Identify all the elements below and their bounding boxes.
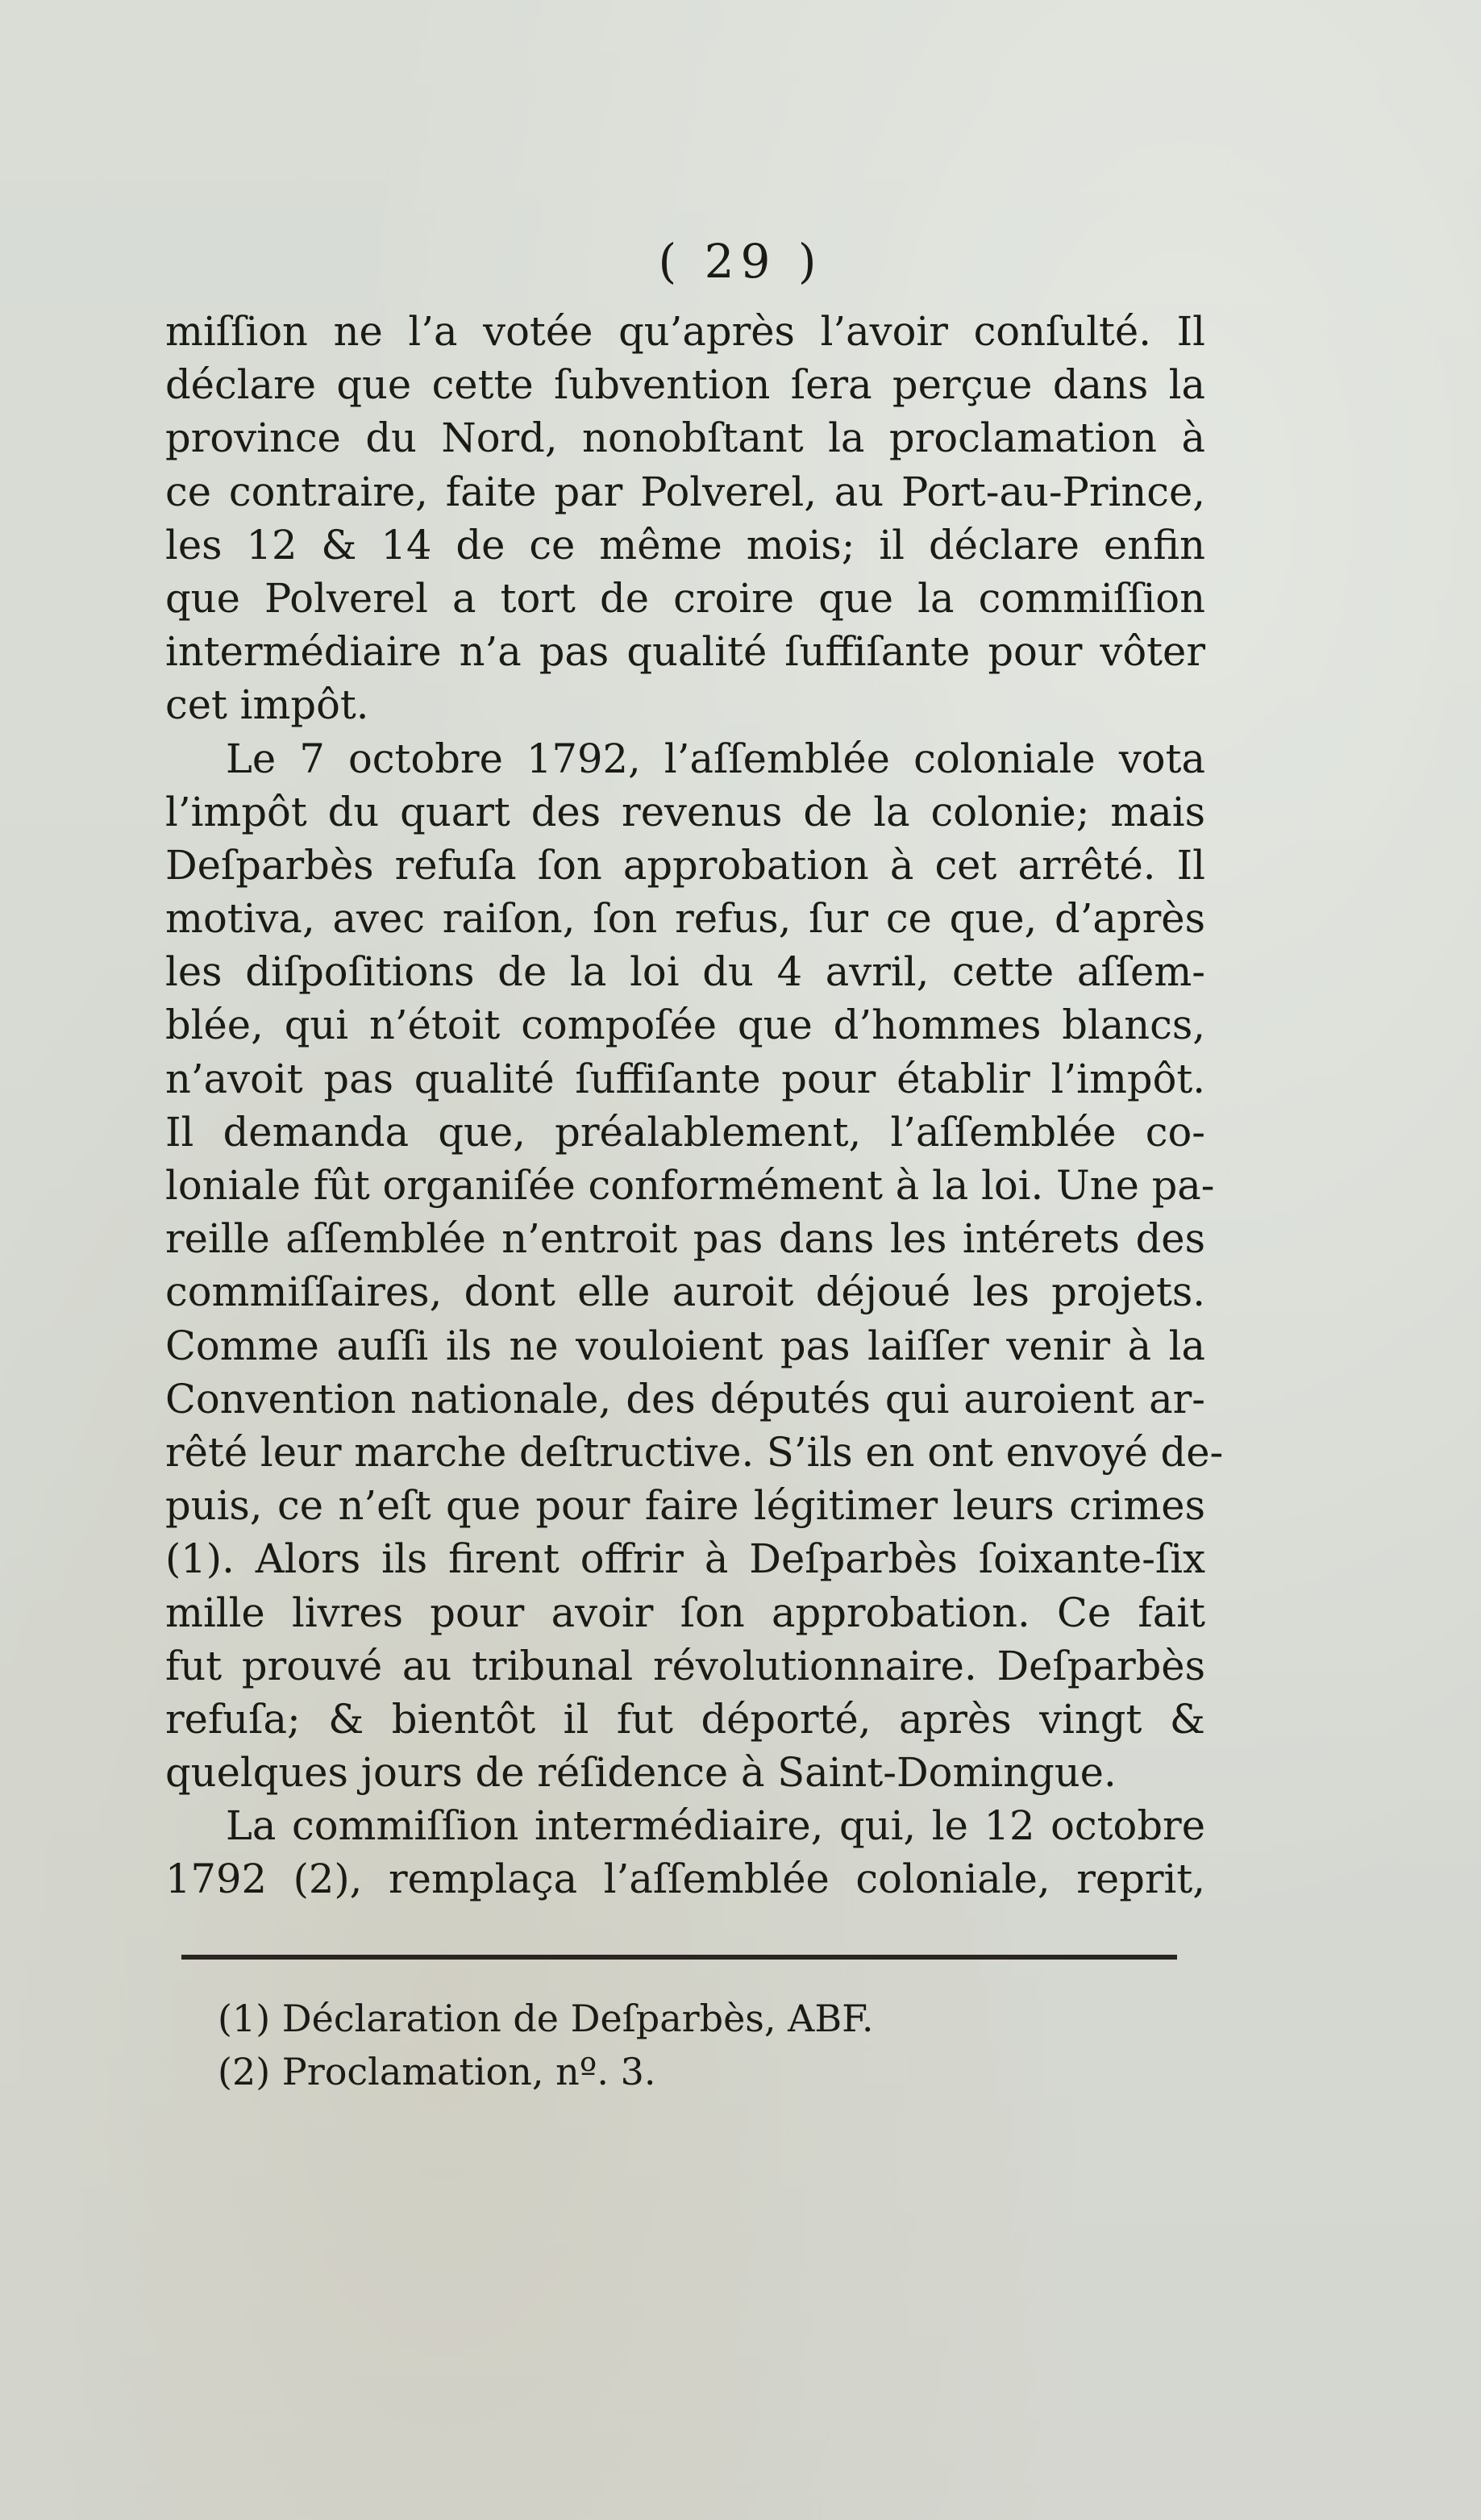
text-line: intermédiaire n’a pas qualité ſuffiſante pour vôter (165, 628, 1205, 676)
text-line: Il demanda que, préalablement, l’aſſemblée co- (165, 1108, 1205, 1156)
text-line: Convention nationale, des députés qui auroient ar- (165, 1375, 1205, 1422)
text-line: (1). Alors ils firent offrir à Deſparbès ſoixante-ſix (165, 1535, 1205, 1583)
text-line: n’avoit pas qualité ſuffiſante pour établir l’impôt. (165, 1055, 1205, 1102)
text-line: commiſſaires, dont elle auroit déjoué les projets. (165, 1268, 1205, 1316)
text-line: rêté leur marche deſtructive. S’ils en ont envoyé de- (165, 1428, 1224, 1476)
text-line: Deſparbès refuſa ſon approbation à cet arrêté. Il (165, 841, 1205, 889)
text-line: cet impôt. (165, 681, 369, 729)
body-text (165, 305, 1224, 1906)
text-line: loniale fût organiſée conformément à la loi. Une pa- (165, 1162, 1215, 1209)
text-line: fut prouvé au tribunal révolutionnaire. Deſparbès (165, 1642, 1205, 1689)
text-line: refuſa; & bientôt il fut déporté, après vingt & (165, 1695, 1205, 1743)
text-line: province du Nord, nonobſtant la proclamation à (165, 414, 1205, 462)
text-line: blée, qui n’étoit compoſée que d’hommes blancs, (165, 1002, 1205, 1049)
text-line: motiva, avec raiſon, ſon refus, ſur ce que, d’après (165, 895, 1205, 943)
text-line: puis, ce n’eſt que pour faire légitimer leurs crimes (165, 1482, 1205, 1530)
footnote-1: (1) Déclaration de Deſparbès, ABF. (218, 1997, 874, 2040)
text-line: quelques jours de réſidence à Saint-Domingue. (165, 1749, 1117, 1797)
text-line: mille livres pour avoir ſon approbation. Ce fait (165, 1589, 1205, 1636)
text-line: miſſion ne l’a votée qu’après l’avoir conſulté. Il (165, 308, 1205, 355)
text-line: reille aſſemblée n’entroit pas dans les intérets des (165, 1215, 1205, 1263)
footnotes (218, 1992, 1024, 2098)
text-line: déclare que cette ſubvention ſera perçue dans la (165, 361, 1205, 409)
text-line: les diſpoſitions de la loi du 4 avril, cette aſſem- (165, 948, 1205, 996)
footnote-divider (181, 1955, 1177, 1960)
paragraph-start-line: Le 7 octobre 1792, l’aſſemblée coloniale vota (226, 735, 1205, 782)
text-line: Comme auſſi ils ne vouloient pas laiſſer venir à la (165, 1322, 1205, 1369)
text-line: les 12 & 14 de ce même mois; il déclare enfin (165, 521, 1205, 569)
page-number: ( 29 ) (658, 234, 823, 289)
paragraph-start-line: La commiſſion intermédiaire, qui, le 12 octobre (226, 1802, 1205, 1850)
text-line: ce contraire, faite par Polverel, au Port-au-Prince, (165, 468, 1205, 515)
text-line: que Polverel a tort de croire que la commiſſion (165, 574, 1205, 622)
text-line: l’impôt du quart des revenus de la colonie; mais (165, 788, 1205, 835)
text-line: 1792 (2), remplaça l’aſſemblée coloniale, reprit, (165, 1856, 1205, 1903)
footnote-2: (2) Proclamation, nº. 3. (218, 2050, 656, 2093)
